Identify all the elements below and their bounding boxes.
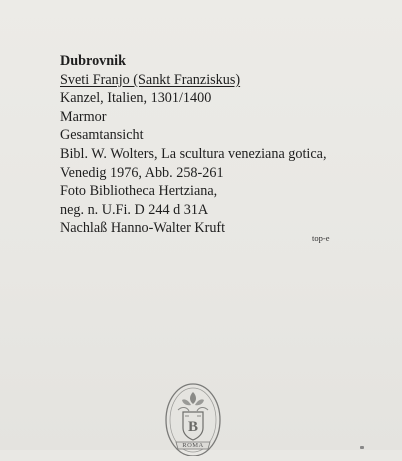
card-text — [60, 52, 327, 238]
photo-source-line-1: Foto Bibliotheca Hertziana, — [60, 183, 218, 200]
estate-note: Nachlaß Hanno-Walter Kruft — [60, 220, 226, 237]
bibliography-line-2: Venedig 1976, Abb. 258-261 — [60, 164, 224, 181]
city-heading: Dubrovnik — [60, 53, 126, 69]
bibliotheca-hertziana-seal-icon — [158, 376, 228, 456]
svg-text:B: B — [187, 419, 199, 435]
site-name: Sveti Franjo (Sankt Franziskus) — [60, 71, 241, 88]
bibliography-line-1: Bibl. W. Wolters, La scultura veneziana gotica, — [60, 145, 327, 162]
classification-code: top-e — [312, 233, 330, 243]
object-description: Kanzel, Italien, 1301/1400 — [60, 90, 212, 107]
material: Marmor — [60, 108, 107, 125]
paper-speck — [360, 446, 364, 449]
photo-source-line-2: neg. n. U.Fi. D 244 d 31A — [60, 201, 209, 218]
view-type: Gesamtansicht — [60, 127, 144, 144]
seal-label: ROMA — [182, 442, 204, 449]
